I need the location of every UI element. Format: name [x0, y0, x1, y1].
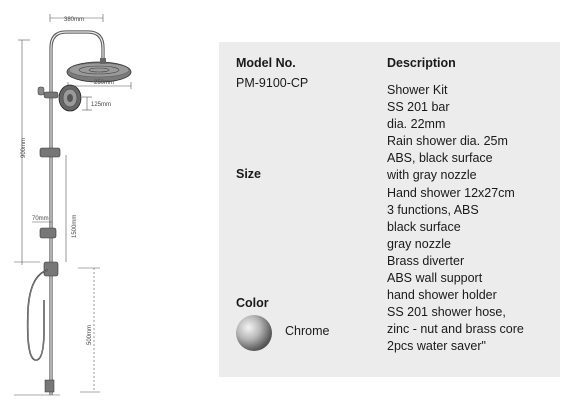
description-line: 3 functions, ABS — [387, 202, 479, 217]
model-value: PM-9100-CP — [236, 76, 309, 90]
description-line: Shower Kit — [387, 83, 448, 97]
description-line: zinc - nut and brass core — [387, 322, 524, 337]
dim-height-900: 900mm — [21, 137, 27, 158]
description-line: Brass diverter — [387, 253, 465, 268]
spec-panel — [219, 42, 560, 377]
description-line: black surface — [387, 219, 461, 234]
description-line: SS 201 bar — [387, 100, 450, 115]
hand-shower — [38, 85, 81, 111]
model-header: Model No. — [236, 56, 296, 70]
color-value: Chrome — [285, 324, 330, 338]
wall-holder — [40, 148, 60, 157]
description-header: Description — [387, 56, 456, 70]
color-header: Color — [236, 296, 269, 310]
description-list — [387, 82, 524, 356]
dim-offset-70: 70mm — [32, 216, 49, 222]
description-line: Hand shower 12x27cm — [387, 185, 515, 200]
shower-technical-drawing — [0, 0, 215, 408]
dim-height-500: 500mm — [87, 324, 93, 345]
description-line: gray nozzle — [387, 236, 451, 251]
description-line: SS 201 shower hose, — [387, 305, 506, 320]
description-line: dia. 22mm — [387, 117, 446, 132]
dim-top-width: 380mm — [64, 17, 85, 23]
description-line: hand shower holder — [387, 288, 497, 303]
shower-hose — [28, 270, 48, 360]
diverter — [44, 262, 58, 276]
description-line: ABS, black surface — [387, 151, 493, 166]
rain-shower-head — [67, 58, 131, 82]
dim-height-1500: 1500mm — [72, 214, 78, 238]
slide-holder — [40, 228, 56, 238]
size-header: Size — [236, 167, 262, 181]
description-line: Rain shower dia. 25m — [387, 134, 508, 149]
chrome-color-swatch — [236, 315, 272, 351]
description-line: 2pcs water saver" — [387, 339, 486, 354]
description-line: ABS wall support — [387, 271, 483, 286]
riser-bar — [51, 32, 103, 395]
description-line: with gray nozzle — [387, 168, 477, 183]
dim-rain-diameter: 250mm — [94, 80, 115, 86]
shower-drawing-svg — [0, 0, 215, 408]
dim-hand-shower: 125mm — [91, 102, 112, 108]
